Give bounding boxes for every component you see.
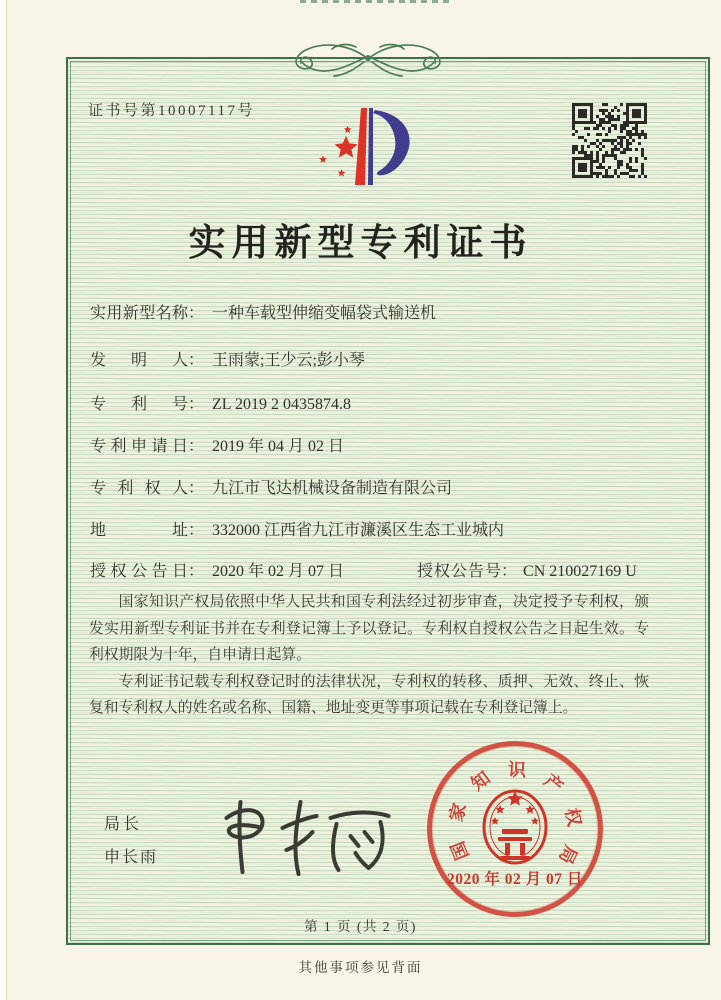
border-flourish-icon bbox=[268, 36, 468, 82]
field-value: 332000 江西省九江市濂溪区生态工业城内 bbox=[212, 522, 505, 539]
field-row-inventors bbox=[90, 347, 365, 370]
legal-text bbox=[89, 589, 649, 722]
field-label: 授权公告号 bbox=[417, 563, 503, 580]
field-label: 专利申请日 bbox=[90, 438, 188, 455]
seal-date: 2020 年 02 月 07 日 bbox=[447, 871, 583, 888]
field-label: 授权公告日 bbox=[90, 563, 188, 580]
field-label: 实用新型名称 bbox=[90, 305, 188, 322]
field-value: CN 210027169 U bbox=[523, 563, 637, 580]
field-colon: ： bbox=[188, 305, 205, 322]
field-row-grant-no bbox=[417, 558, 637, 581]
field-colon: ： bbox=[188, 396, 205, 413]
field-colon: ： bbox=[501, 563, 518, 580]
field-colon: ： bbox=[188, 563, 205, 580]
field-value: 2019 年 04 月 02 日 bbox=[212, 438, 345, 455]
field-row-grant-date bbox=[90, 558, 344, 581]
signer-name: 申长雨 bbox=[104, 849, 159, 866]
document-title: 实用新型专利证书 bbox=[188, 223, 533, 264]
qr-code bbox=[572, 103, 647, 178]
field-row-address bbox=[90, 517, 504, 540]
seal-text-char: 局 bbox=[555, 842, 581, 868]
seal-text-char: 知 bbox=[467, 767, 494, 795]
field-row-patentee bbox=[90, 475, 452, 498]
field-label: 发明人 bbox=[90, 352, 188, 369]
field-label: 地址 bbox=[90, 522, 188, 539]
seal-text-char: 家 bbox=[446, 801, 471, 825]
field-row-patent-no bbox=[90, 391, 351, 414]
field-value: 王雨蒙;王少云;彭小琴 bbox=[212, 352, 365, 369]
field-value: 2020 年 02 月 07 日 bbox=[212, 563, 345, 580]
seal-text-char: 国 bbox=[447, 839, 473, 864]
field-colon: ： bbox=[188, 352, 205, 369]
field-value: 九江市飞达机械设备制造有限公司 bbox=[212, 480, 453, 497]
seal-text-char: 识 bbox=[507, 759, 527, 781]
field-colon: ： bbox=[188, 522, 205, 539]
field-value: 一种车载型伸缩变幅袋式输送机 bbox=[212, 305, 437, 322]
page-number: 第 1 页 (共 2 页) bbox=[304, 919, 417, 934]
cnipa-logo-icon bbox=[295, 101, 445, 207]
seal-text-char: 权 bbox=[561, 805, 585, 828]
legal-paragraph-2: 专利证书记载专利权登记时的法律状况，专利权的转移、质押、无效、终止、恢复和专利权人的姓名或名称、国籍、地址变更等事项记载在专利登记簿上。 bbox=[89, 673, 649, 716]
field-label: 专利权人 bbox=[90, 480, 188, 497]
certificate-number: 证书号第10007117号 bbox=[88, 103, 255, 119]
official-seal-stamp bbox=[427, 741, 603, 917]
back-note: 其他事项参见背面 bbox=[298, 960, 423, 975]
signer-role: 局长 bbox=[104, 816, 143, 833]
seal-text-char: 产 bbox=[539, 770, 567, 798]
photo-edge bbox=[0, 0, 7, 1000]
field-row-name bbox=[90, 300, 436, 323]
field-label: 专利号 bbox=[90, 396, 188, 413]
field-colon: ： bbox=[188, 480, 205, 497]
field-colon: ： bbox=[188, 438, 205, 455]
legal-paragraph-1: 国家知识产权局依照中华人民共和国专利法经过初步审查，决定授予专利权，颁发实用新型专利证书并在专利登记簿上予以登记。专利权自授权公告之日起生效。专利权期限为十年，自申请日起算。 bbox=[89, 594, 649, 663]
top-cut-ornament bbox=[300, 0, 450, 3]
field-row-filing-date bbox=[90, 433, 344, 456]
field-value: ZL 2019 2 0435874.8 bbox=[212, 396, 351, 413]
signature-handwriting bbox=[210, 788, 405, 883]
